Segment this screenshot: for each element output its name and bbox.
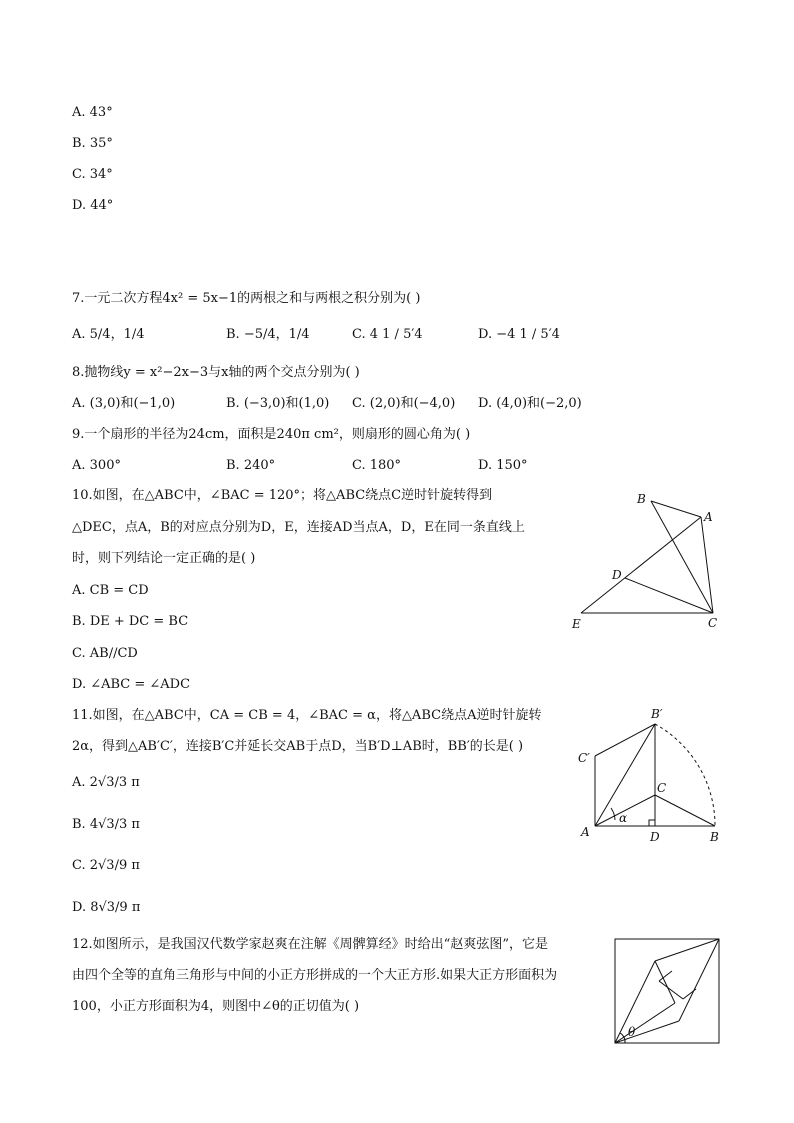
- q8-stem: 8.抛物线y = x²−2x−3与x轴的两个交点分别为( ): [72, 365, 360, 380]
- q6-option-d: D. 44°: [72, 198, 114, 213]
- q11-label-c-prime: C′: [578, 751, 590, 765]
- q10-label-c: C: [708, 616, 718, 630]
- q12-label-theta: θ: [628, 1025, 636, 1039]
- q11-option-b: B. 4√3/3 π: [72, 817, 140, 832]
- q11-label-alpha: α: [619, 811, 628, 825]
- q10-triangle-figure: [565, 485, 730, 635]
- q8-option-a: A. (3,0)和(−1,0): [72, 396, 176, 411]
- q10-option-c: C. AB//CD: [72, 646, 138, 661]
- q10-option-d: D. ∠ABC = ∠ADC: [72, 677, 191, 692]
- q11-option-a: A. 2√3/3 π: [72, 775, 140, 790]
- q10-label-a: A: [704, 510, 713, 524]
- q9-stem: 9.一个扇形的半径为24cm，面积是240π cm²，则扇形的圆心角为( ): [72, 427, 471, 442]
- q7-option-d: D. −4 1 / 5′4: [478, 327, 560, 342]
- q9-option-b: B. 240°: [226, 458, 276, 473]
- q10-stem-line-3: 时，则下列结论一定正确的是( ): [72, 551, 256, 566]
- q11-option-d: D. 8√3/9 π: [72, 900, 141, 915]
- q7-stem: 7.一元二次方程4x² = 5x−1的两根之和与两根之积分别为( ): [72, 291, 421, 306]
- q11-label-a: A: [581, 825, 590, 839]
- q7-option-c: C. 4 1 / 5′4: [352, 327, 423, 342]
- q11-label-d: D: [650, 830, 660, 844]
- q8-option-b: B. (−3,0)和(1,0): [226, 396, 330, 411]
- q12-zhao-shuang-figure: [612, 936, 722, 1046]
- q9-option-a: A. 300°: [72, 458, 121, 473]
- q9-option-c: C. 180°: [352, 458, 402, 473]
- q8-option-c: C. (2,0)和(−4,0): [352, 396, 456, 411]
- q10-label-b: B: [637, 492, 646, 506]
- q10-option-b: B. DE + DC = BC: [72, 614, 189, 629]
- q6-option-a: A. 43°: [72, 105, 113, 120]
- q11-option-c: C. 2√3/9 π: [72, 858, 140, 873]
- q7-option-a: A. 5/4，1/4: [72, 327, 145, 342]
- q8-option-d: D. (4,0)和(−2,0): [478, 396, 582, 411]
- q6-option-c: C. 34°: [72, 167, 113, 182]
- q9-option-d: D. 150°: [478, 458, 528, 473]
- q12-stem-line-3: 100，小正方形面积为4，则图中∠θ的正切值为( ): [72, 999, 360, 1014]
- q7-option-b: B. −5/4，1/4: [226, 327, 310, 342]
- q10-label-d: D: [612, 568, 622, 582]
- q12-stem-line-1: 12.如图所示，是我国汉代数学家赵爽在注解《周髀算经》时给出“赵爽弦图”，它是: [72, 937, 548, 952]
- q11-label-c: C: [657, 781, 667, 795]
- q11-stem-line-2: 2α，得到△AB′C′，连接B′C并延长交AB于点D，当B′D⊥AB时，BB′的长是( ): [72, 739, 524, 754]
- q10-option-a: A. CB = CD: [72, 583, 149, 598]
- q10-label-e: E: [572, 617, 581, 631]
- q6-option-b: B. 35°: [72, 136, 113, 151]
- q11-label-b: B: [710, 830, 719, 844]
- q11-rotation-figure: [575, 700, 735, 845]
- q10-stem-line-1: 10.如图，在△ABC中，∠BAC = 120°；将△ABC绕点C逆时针旋转得到: [72, 488, 493, 503]
- q10-stem-line-2: △DEC，点A，B的对应点分别为D，E，连接AD当点A，D，E在同一条直线上: [72, 520, 525, 535]
- q11-label-b-prime: B′: [651, 707, 663, 721]
- q12-stem-line-2: 由四个全等的直角三角形与中间的小正方形拼成的一个大正方形.如果大正方形面积为: [72, 968, 558, 983]
- q11-stem-line-1: 11.如图，在△ABC中，CA = CB = 4，∠BAC = α，将△ABC绕点A逆时针旋转: [72, 708, 542, 723]
